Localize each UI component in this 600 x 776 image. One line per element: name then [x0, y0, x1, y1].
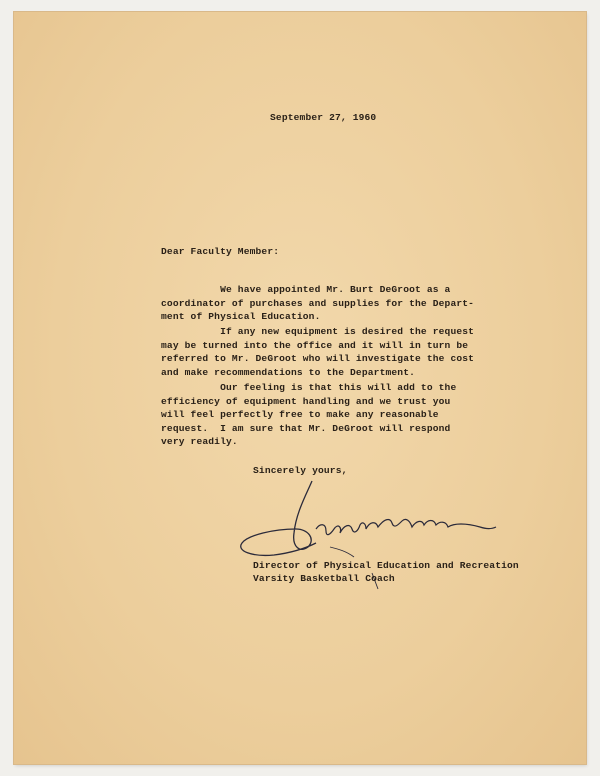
paragraph-3: Our feeling is that this will add to the efficiency of equipment handling and we trust you will feel perfectly free to make any reasonable request. I am sure that Mr. DeGroot will respond very readily. [161, 382, 457, 447]
signer-title-1: Director of Physical Education and Recreation [253, 560, 519, 571]
signer-title-2: Varsity Basketball Coach [253, 573, 395, 584]
closing: Sincerely yours, [253, 465, 348, 476]
salutation: Dear Faculty Member: [161, 246, 280, 257]
letter-page [14, 12, 586, 764]
paragraph-1: We have appointed Mr. Burt DeGroot as a coordinator of purchases and supplies for the Depart- ment of Physical Education. [161, 284, 475, 322]
paragraph-2: If any new equipment is desired the request may be turned into the office and it will in turn be referred to Mr. DeGroot who will investigate the cost and make recommendations to the Department. [161, 326, 475, 378]
letter-date: September 27, 1960 [270, 112, 377, 123]
